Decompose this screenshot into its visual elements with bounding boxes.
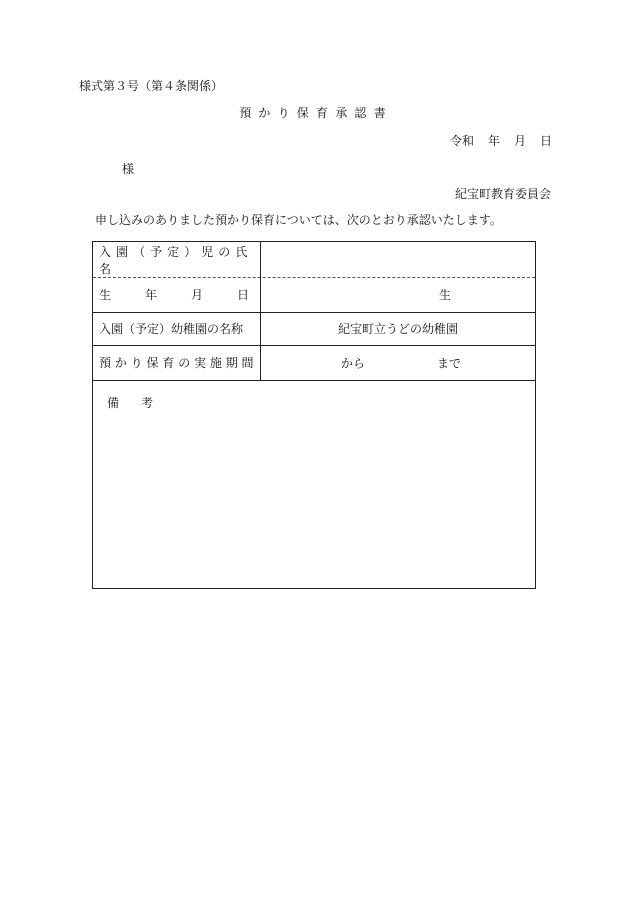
kindergarten-value-cell xyxy=(261,312,535,345)
table-row-remarks xyxy=(93,380,535,588)
table-row-child-name xyxy=(93,242,535,278)
addressee-suffix: 様 xyxy=(122,162,135,176)
issuer: 紀宝町教育委員会 xyxy=(454,187,551,201)
date-month-unit: 月 xyxy=(513,134,526,148)
child-name-label-cell xyxy=(93,242,261,277)
birthdate-label-cell xyxy=(93,277,261,312)
period-from: から xyxy=(341,356,366,370)
date-year-unit: 年 xyxy=(487,134,500,148)
period-label: 預かり保育の実施期間 xyxy=(99,356,258,370)
document-title-text: 預かり保育承認書 xyxy=(239,106,393,120)
document-title xyxy=(0,107,630,119)
date-line xyxy=(450,135,552,147)
period-label-cell xyxy=(93,345,261,380)
birthdate-suffix: 生 xyxy=(438,288,451,302)
birthdate-value-cell xyxy=(261,277,535,312)
kindergarten-label-cell xyxy=(93,312,261,345)
table-row-period xyxy=(93,345,535,381)
remarks-label-1: 備 xyxy=(107,396,120,410)
birthdate-label-day: 日 xyxy=(236,288,249,302)
birthdate-label-month: 月 xyxy=(190,288,203,302)
table-row-kindergarten xyxy=(93,312,535,346)
form-number: 様式第３号（第４条関係） xyxy=(79,79,224,93)
remarks-label xyxy=(107,394,153,411)
kindergarten-label: 入園（予定）幼稚園の名称 xyxy=(99,322,244,336)
approval-form-table xyxy=(92,241,536,589)
period-to: まで xyxy=(437,356,462,370)
child-name-label: 入園（予定）児の氏名 xyxy=(99,244,253,276)
table-row-birthdate xyxy=(93,277,535,313)
birthdate-label xyxy=(93,286,249,303)
remarks-label-2: 考 xyxy=(141,396,154,410)
birthdate-label-year: 年 xyxy=(144,288,157,302)
period-value-cell xyxy=(261,345,535,380)
birthdate-label-birth: 生 xyxy=(99,288,112,302)
date-era: 令和 xyxy=(449,134,474,148)
approval-statement: 申し込みのありました預かり保育については、次のとおり承認いたします。 xyxy=(95,213,502,227)
child-name-value-cell xyxy=(261,242,535,277)
kindergarten-name: 紀宝町立うどの幼稚園 xyxy=(337,322,458,336)
date-day-unit: 日 xyxy=(539,134,552,148)
